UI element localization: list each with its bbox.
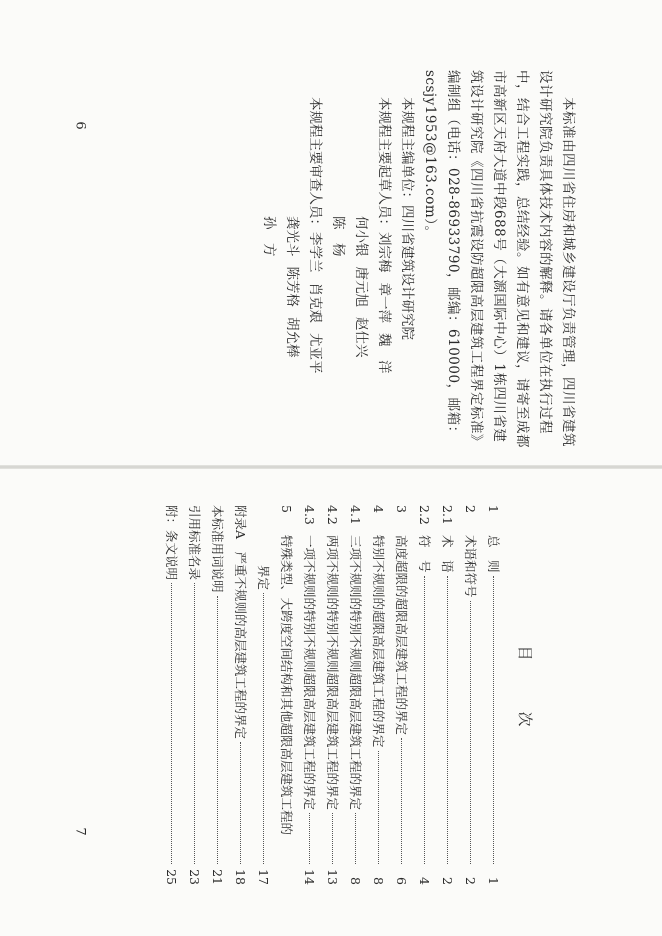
toc-entry-title: 符 号 [417, 535, 432, 573]
reviewer-name: 肖克艰 [307, 282, 323, 323]
toc-entry-number: 2 [463, 505, 478, 513]
toc-entry-number: 4 [371, 505, 386, 513]
toc-entry[interactable] [183, 505, 206, 885]
toc-entry-title: 附：条文说明 [164, 505, 179, 581]
left-page-number: 6 [72, 121, 88, 130]
toc-entry[interactable] [344, 505, 367, 885]
toc-entry-title: 高度超限的超限高层建筑工程的界定 [394, 535, 409, 736]
toc-entry-title: 三项不规则的特别不规则超限高层建筑工程的界定 [348, 535, 363, 811]
toc-leader-dots [355, 813, 356, 864]
toc-entry[interactable] [252, 505, 275, 885]
toc-entry[interactable] [436, 505, 459, 885]
toc-entry-title: 本标准用词说明 [210, 505, 225, 593]
toc-entry[interactable] [367, 505, 390, 885]
toc-entry-title: 界定 [256, 565, 271, 591]
toc-entry[interactable] [482, 505, 505, 885]
toc-entry[interactable] [229, 505, 252, 885]
toc-leader-dots [217, 596, 218, 864]
drafter-name: 魏 洋 [376, 333, 392, 374]
reviewer-name: 胡允棒 [284, 317, 300, 358]
reviewer-name: 陈芳格 [284, 266, 300, 307]
toc-entry-page: 2 [463, 877, 478, 885]
drafters-row-2 [349, 70, 372, 450]
toc-entry[interactable] [275, 505, 298, 885]
toc-title: 目 次 [516, 645, 534, 745]
toc-entry-page: 18 [233, 869, 248, 885]
toc-entry-page: 23 [187, 869, 202, 885]
toc-entry-number: 3 [394, 505, 409, 513]
toc-entry-title: 总 则 [486, 535, 501, 573]
responsibility-paragraph: 本标准由四川省住房和城乡建设厅负责管理，四川省建筑设计研究院负责具体技术内容的解释。请各单位在执行过程中，结合工程实践，总结经验。如有意见和建议，请寄至成都市高新区天府大道中段688号（大源国际中心）1栋四川省建筑设计研究院《四川省抗震设防超限高层建筑工程界定标准》编制组（电话：028-86933790，邮编：610000，邮箱：scsjy1953@163.com）。 [422, 70, 576, 448]
toc-entry-page: 14 [302, 869, 317, 885]
chief-editor-row [395, 70, 418, 450]
reviewer-name: 李学兰 [307, 232, 323, 273]
toc-entry[interactable] [390, 505, 413, 885]
toc-entry-page: 6 [394, 877, 409, 885]
chief-editor-label: 本规程主编单位： [399, 97, 415, 205]
toc-entry-page: 4 [417, 877, 432, 885]
toc-leader-dots [332, 813, 333, 864]
toc-entry-number: 4.1 [348, 505, 363, 525]
toc-entry-title: 术 语 [440, 535, 455, 573]
drafter-name: 陈 杨 [330, 216, 346, 257]
toc-entry-title: 一项不规则的特别不规则超限高层建筑工程的界定 [302, 535, 317, 811]
reviewers-row-3 [257, 70, 280, 450]
toc-entry-title: 两项不规则的特别不规则超限高层建筑工程的界定 [325, 535, 340, 811]
toc-leader-dots [447, 576, 448, 864]
toc-list [160, 505, 505, 885]
toc-leader-dots [470, 601, 471, 864]
toc-entry[interactable] [321, 505, 344, 885]
toc-leader-dots [424, 576, 425, 864]
reviewer-name: 孙 方 [261, 216, 277, 257]
reviewers-row-1 [303, 70, 326, 450]
drafter-name: 何小银 [353, 216, 369, 257]
toc-entry-page: 21 [210, 869, 225, 885]
toc-leader-dots [493, 576, 494, 864]
toc-entry-number: 2.2 [417, 505, 432, 525]
toc-entry[interactable] [160, 505, 183, 885]
toc-entry-page: 17 [256, 869, 271, 885]
reviewers-row-2 [280, 70, 303, 450]
reviewer-name: 龚光斗 [284, 216, 300, 257]
toc-leader-dots [194, 583, 195, 864]
toc-entry-page: 8 [348, 877, 363, 885]
chief-editor-value: 四川省建筑设计研究院 [399, 205, 415, 340]
toc-leader-dots [240, 742, 241, 864]
toc-entry[interactable] [298, 505, 321, 885]
drafters-label: 本规程主要起草人员： [376, 97, 392, 232]
toc-entry-number: 5 [279, 505, 294, 513]
toc-leader-dots [401, 738, 402, 864]
toc-entry-title: 术语和符号 [463, 535, 478, 598]
toc-leader-dots [263, 593, 264, 864]
page-fold [0, 465, 662, 469]
drafters-row-3 [326, 70, 349, 450]
reviewer-name: 尤亚平 [307, 333, 323, 374]
toc-entry[interactable] [413, 505, 436, 885]
drafter-name: 唐元旭 [353, 266, 369, 307]
drafter-name: 刘宗梅 [376, 232, 392, 273]
toc-entry-page: 25 [164, 869, 179, 885]
toc-entry-page: 1 [486, 877, 501, 885]
toc-entry-title: 附录A 严重不规则的高层建筑工程的界定 [233, 505, 248, 740]
drafter-name: 赵仕兴 [353, 317, 369, 358]
toc-entry-title: 特殊类型、大跨度空间结构和其他超限高层建筑工程的 [279, 535, 294, 836]
toc-entry-page: 8 [371, 877, 386, 885]
toc-entry[interactable] [206, 505, 229, 885]
table-of-contents [160, 505, 545, 885]
toc-leader-dots [171, 583, 172, 864]
toc-entry-number: 4.2 [325, 505, 340, 525]
toc-leader-dots [309, 813, 310, 864]
reviewers-label: 本规程主要审查人员： [307, 97, 323, 232]
right-page-number: 7 [72, 827, 88, 836]
toc-entry-title: 特别不规则的超限高层建筑工程的界定 [371, 535, 386, 748]
toc-entry-number: 4.3 [302, 505, 317, 525]
toc-entry-number: 2.1 [440, 505, 455, 525]
toc-entry-page: 2 [440, 877, 455, 885]
drafters-row-1 [372, 70, 395, 450]
toc-entry-page: 13 [325, 869, 340, 885]
toc-leader-dots [378, 751, 379, 864]
toc-entry[interactable] [459, 505, 482, 885]
toc-entry-number: 1 [486, 505, 501, 513]
left-page-text [257, 70, 579, 450]
drafter-name: 章一萍 [376, 282, 392, 323]
toc-entry-title: 引用标准名录 [187, 505, 202, 581]
